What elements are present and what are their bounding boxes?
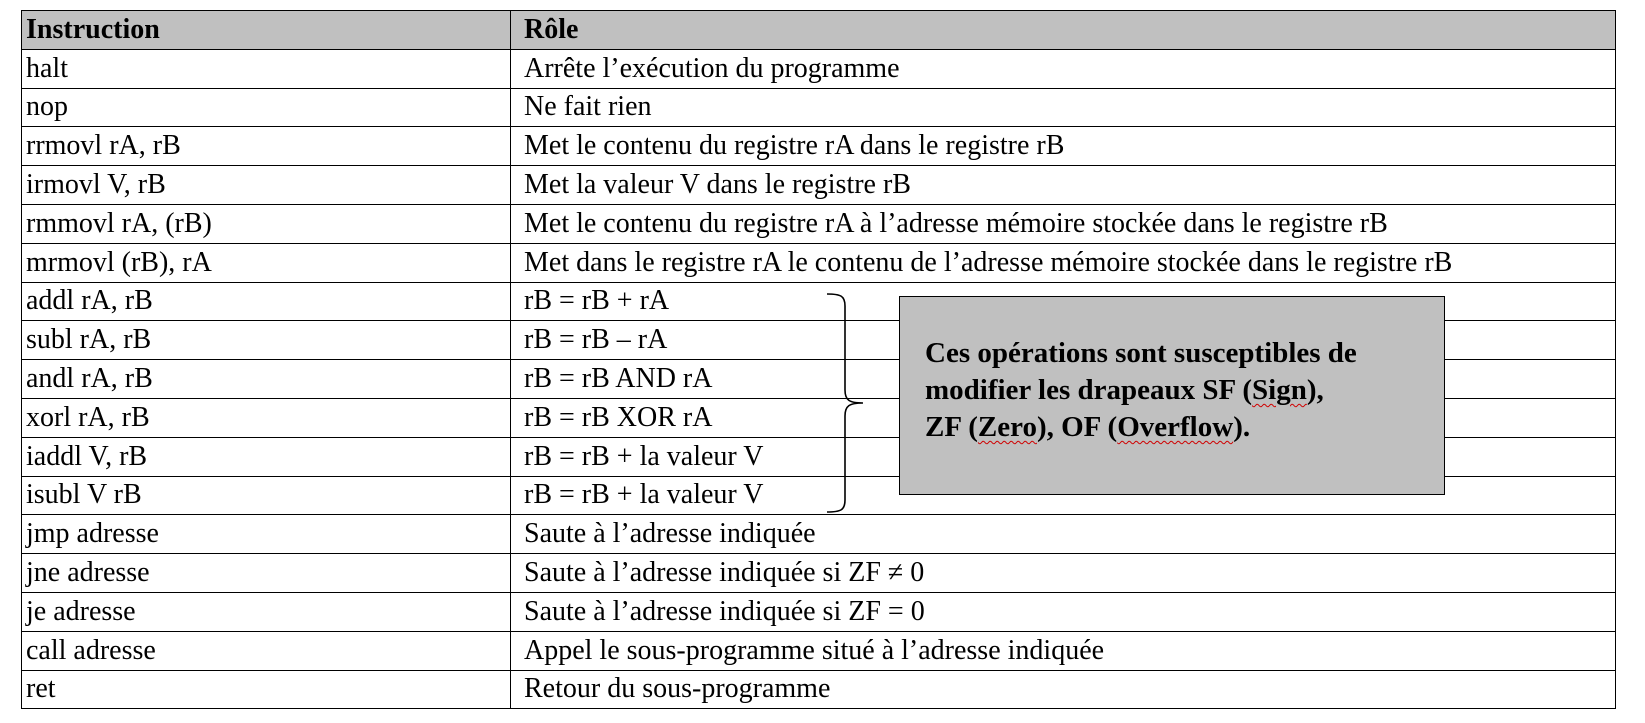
role-cell: rB = rB + rA — [511, 282, 1616, 321]
note-line: ZF ( — [925, 411, 978, 443]
role-cell: rB = rB + la valeur V — [511, 476, 1616, 515]
table-row — [22, 49, 1616, 88]
instruction-cell: jne adresse — [22, 554, 511, 593]
table-row — [22, 554, 1616, 593]
column-header-role: Rôle — [511, 11, 1616, 50]
table-row — [22, 88, 1616, 127]
note-line: modifier les drapeaux SF ( — [925, 374, 1253, 406]
role-cell: Saute à l’adresse indiquée — [511, 515, 1616, 554]
role-cell: rB = rB + la valeur V — [511, 437, 1616, 476]
instruction-cell: xorl rA, rB — [22, 398, 511, 437]
instruction-cell: isubl V rB — [22, 476, 511, 515]
right-brace-icon — [825, 292, 865, 514]
role-cell: rB = rB XOR rA — [511, 398, 1616, 437]
role-cell: Met le contenu du registre rA dans le registre rB — [511, 127, 1616, 166]
note-line: ). — [1233, 411, 1251, 443]
flags-note-text — [925, 335, 1435, 446]
note-word-sign: Sign — [1252, 374, 1307, 406]
table-row — [22, 204, 1616, 243]
role-cell: Retour du sous-programme — [511, 670, 1616, 709]
instruction-cell: ret — [22, 670, 511, 709]
instruction-cell: jmp adresse — [22, 515, 511, 554]
table-row — [22, 243, 1616, 282]
role-cell: rB = rB – rA — [511, 321, 1616, 360]
note-word-overflow: Overflow — [1117, 411, 1234, 443]
role-cell: Appel le sous-programme situé à l’adresse indiquée — [511, 631, 1616, 670]
instruction-cell: rmmovl rA, (rB) — [22, 204, 511, 243]
instruction-cell: rrmovl rA, rB — [22, 127, 511, 166]
instruction-cell: nop — [22, 88, 511, 127]
table-row — [22, 670, 1616, 709]
instruction-cell: iaddl V, rB — [22, 437, 511, 476]
role-cell: Saute à l’adresse indiquée si ZF = 0 — [511, 592, 1616, 631]
role-cell: Arrête l’exécution du programme — [511, 49, 1616, 88]
instruction-cell: andl rA, rB — [22, 360, 511, 399]
note-word-zero: Zero — [977, 411, 1037, 443]
instruction-cell: subl rA, rB — [22, 321, 511, 360]
table-row — [22, 631, 1616, 670]
role-cell: Met la valeur V dans le registre rB — [511, 166, 1616, 205]
note-line: Ces opérations sont susceptibles de — [925, 337, 1357, 369]
instruction-cell: call adresse — [22, 631, 511, 670]
instruction-cell: irmovl V, rB — [22, 166, 511, 205]
flags-note-box — [899, 296, 1445, 495]
table-row — [22, 127, 1616, 166]
role-cell: Ne fait rien — [511, 88, 1616, 127]
instruction-cell: mrmovl (rB), rA — [22, 243, 511, 282]
role-cell: Met dans le registre rA le contenu de l’adresse mémoire stockée dans le registre rB — [511, 243, 1616, 282]
table-row — [22, 592, 1616, 631]
note-line: ), — [1306, 374, 1324, 406]
role-cell: rB = rB AND rA — [511, 360, 1616, 399]
instruction-cell: halt — [22, 49, 511, 88]
instruction-cell: je adresse — [22, 592, 511, 631]
table-row — [22, 166, 1616, 205]
table-header-row — [22, 11, 1616, 50]
note-line: ), OF ( — [1036, 411, 1118, 443]
role-cell: Met le contenu du registre rA à l’adresse mémoire stockée dans le registre rB — [511, 204, 1616, 243]
table-row — [22, 515, 1616, 554]
role-cell: Saute à l’adresse indiquée si ZF ≠ 0 — [511, 554, 1616, 593]
column-header-instruction: Instruction — [22, 11, 511, 50]
instruction-cell: addl rA, rB — [22, 282, 511, 321]
